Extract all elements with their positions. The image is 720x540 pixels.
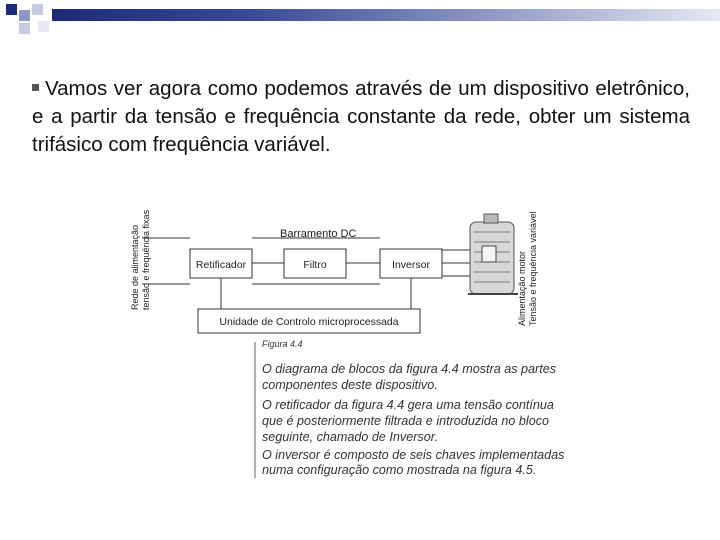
slide-header-decoration <box>0 0 720 38</box>
left-label-line1: Rede de alimentação <box>130 224 140 310</box>
decor-square <box>32 4 43 15</box>
right-label-line2: Tensão e frequência variável <box>528 211 538 326</box>
bullet-paragraph <box>32 75 690 159</box>
rectifier-label: Retificador <box>195 259 247 271</box>
motor-icon <box>468 214 518 294</box>
decor-square <box>38 21 49 32</box>
caption-line: que é posteriormente filtrada e introduzida no bloco <box>262 414 550 428</box>
filter-label: Filtro <box>303 259 327 271</box>
decor-square <box>19 10 30 21</box>
left-supply-label <box>130 209 151 310</box>
block-diagram-figure <box>118 192 558 492</box>
dc-bus-label: Barramento DC <box>280 228 357 240</box>
caption-line: componentes deste dispositivo. <box>262 378 438 392</box>
right-output-label <box>517 211 538 326</box>
bullet-text: Vamos ver agora como podemos através de um dispositivo eletrônico, e a partir da tensão e frequência constante da rede, obter um sistema trifásico com frequência variável. <box>32 77 690 156</box>
decor-square <box>6 4 17 15</box>
header-gradient-bar <box>52 9 720 21</box>
caption-line: O retificador da figura 4.4 gera uma tensão contínua <box>262 398 554 412</box>
decor-square <box>19 23 30 34</box>
figure-caption-title: Figura 4.4 <box>262 339 303 349</box>
caption-line: seguinte, chamado de Inversor. <box>262 430 438 444</box>
caption-line: O inversor é composto de seis chaves implementadas <box>262 448 565 462</box>
inverter-label: Inversor <box>392 259 430 271</box>
right-label-line1: Alimentação motor <box>517 250 527 326</box>
left-label-line2: tensão e frequência fixas <box>141 209 151 310</box>
caption-line: O diagrama de blocos da figura 4.4 mostra as partes <box>262 362 557 376</box>
caption-line: numa configuração como mostrada na figura 4.5. <box>262 463 537 477</box>
control-unit-label: Unidade de Controlo microprocessada <box>219 316 399 328</box>
bullet-icon <box>32 84 39 91</box>
